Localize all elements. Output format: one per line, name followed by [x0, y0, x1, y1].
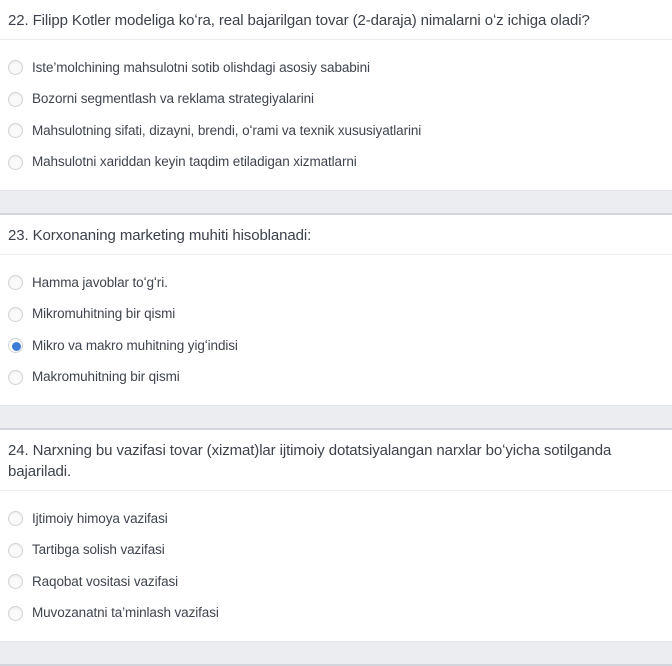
answer-option[interactable] — [8, 503, 664, 535]
answer-option-label: Mikro va makro muhitning yigʻindisi — [32, 337, 238, 353]
answer-option-label: Mikromuhitning bir qismi — [32, 306, 176, 322]
answer-options — [0, 491, 672, 641]
answer-option[interactable] — [8, 598, 664, 630]
question-title: 22. Filipp Kotler modeliga koʻra, real bajarilgan tovar (2-daraja) nimalarni oʻz ichiga oladi? — [0, 0, 672, 40]
radio-button-icon[interactable] — [8, 543, 23, 558]
answer-option-label: Ijtimoiy himoya vazifasi — [32, 510, 168, 526]
answer-options — [0, 40, 672, 190]
radio-button-icon[interactable] — [8, 370, 23, 385]
radio-button-icon[interactable] — [8, 511, 23, 526]
answer-option[interactable] — [8, 566, 664, 598]
answer-option[interactable] — [8, 84, 664, 116]
answer-option[interactable] — [8, 362, 664, 394]
question-card — [0, 215, 672, 405]
answer-option-label: Mahsulotni xariddan keyin taqdim etiladigan xizmatlarni — [32, 154, 357, 170]
question-card — [0, 430, 672, 641]
radio-button-icon[interactable] — [8, 606, 23, 621]
answer-option-label: Hamma javoblar toʻgʻri. — [32, 274, 168, 290]
answer-option[interactable] — [8, 52, 664, 84]
radio-button-icon[interactable] — [8, 60, 23, 75]
radio-button-icon[interactable] — [8, 307, 23, 322]
answer-option[interactable] — [8, 330, 664, 362]
answer-option-label: Muvozanatni ta’minlash vazifasi — [32, 605, 219, 621]
radio-button-icon[interactable] — [8, 155, 23, 170]
answer-option[interactable] — [8, 267, 664, 299]
answer-option-label: Iste’molchining mahsulotni sotib olishdagi asosiy sababini — [32, 59, 370, 75]
answer-option-label: Raqobat vositasi vazifasi — [32, 573, 179, 589]
question-separator — [0, 405, 672, 430]
answer-option-label: Makromuhitning bir qismi — [32, 369, 180, 385]
radio-button-icon[interactable] — [8, 123, 23, 138]
radio-button-icon[interactable] — [8, 574, 23, 589]
question-title: 23. Korxonaning marketing muhiti hisoblanadi: — [0, 215, 672, 255]
question-separator — [0, 190, 672, 215]
answer-options — [0, 255, 672, 405]
question-separator — [0, 641, 672, 666]
answer-option-label: Bozorni segmentlash va reklama strategiyalarini — [32, 91, 314, 107]
answer-option[interactable] — [8, 147, 664, 179]
radio-button-selected-icon[interactable] — [8, 338, 23, 353]
answer-option[interactable] — [8, 115, 664, 147]
answer-option[interactable] — [8, 299, 664, 331]
answer-option-label: Tartibga solish vazifasi — [32, 542, 165, 558]
radio-button-icon[interactable] — [8, 275, 23, 290]
answer-option[interactable] — [8, 535, 664, 567]
radio-button-icon[interactable] — [8, 92, 23, 107]
question-title: 24. Narxning bu vazifasi tovar (xizmat)lar ijtimoiy dotatsiyalangan narxlar boʻyicha sotilganda bajariladi. — [0, 430, 672, 491]
answer-option-label: Mahsulotning sifati, dizayni, brendi, oʻrami va texnik xususiyatlarini — [32, 122, 422, 138]
question-card — [0, 0, 672, 190]
